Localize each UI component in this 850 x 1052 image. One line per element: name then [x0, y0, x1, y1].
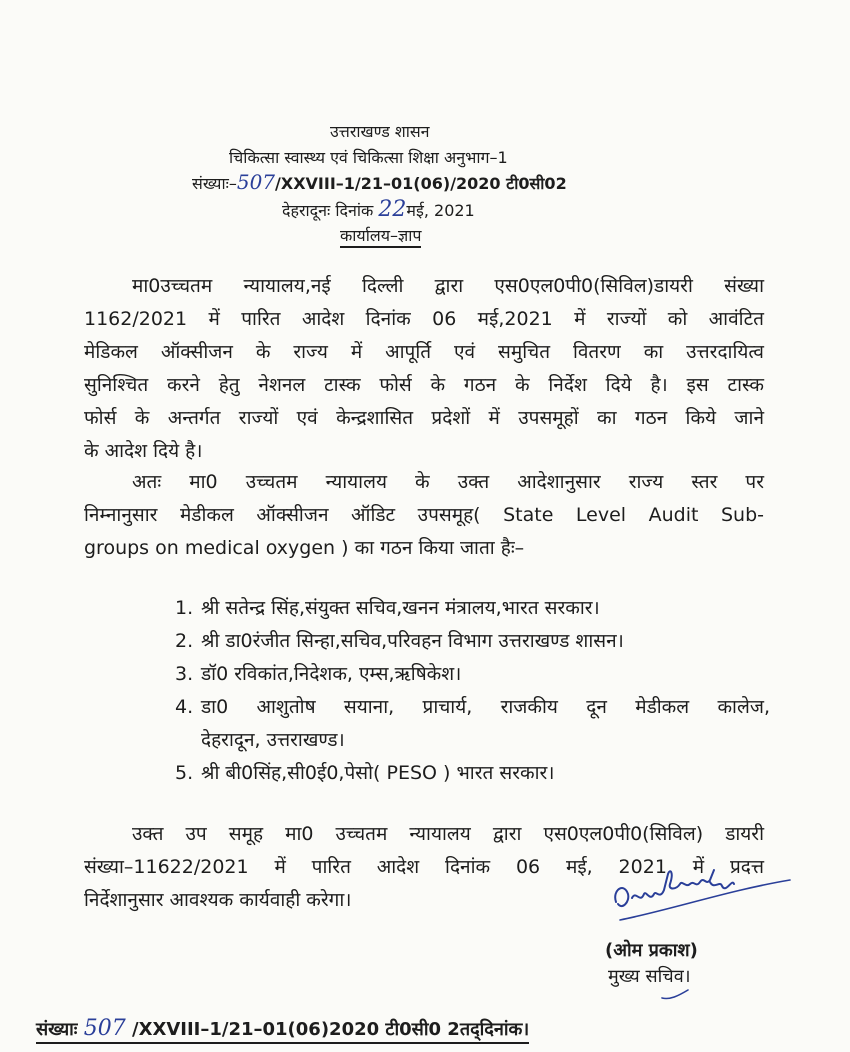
paragraph-line: संख्या–11622/2021 में पारित आदेश दिनांक 06 मई, 2021 में प्रदत्त: [84, 856, 764, 878]
footer-handwritten-number: 507: [83, 1016, 126, 1041]
paragraph-line: निर्देशानुसार आवश्यक कार्यवाही करेगा।: [84, 889, 352, 911]
paragraph-line: groups on medical oxygen ) का गठन किया जाता हैः–: [84, 537, 525, 559]
govt-heading: उत्तराखण्ड शासन: [330, 122, 430, 141]
list-number: 5.: [175, 762, 194, 784]
paragraph-line: के आदेश दिये है।: [84, 440, 203, 462]
footer-reference: [36, 1016, 529, 1044]
paragraph-line: निम्नानुसार मेडीकल ऑक्सीजन ऑडिट उपसमूह( State Level Audit Sub-: [84, 504, 764, 526]
paragraph-line: मा0उच्चतम न्यायालय,नई दिल्ली द्वारा एस0एल0पी0(सिविल)डायरी संख्या: [132, 275, 764, 297]
subgroup-member-list: [175, 592, 770, 790]
list-number: 2.: [175, 630, 194, 652]
list-item: [175, 658, 770, 691]
signatory-designation: मुख्य सचिव।: [608, 966, 691, 987]
list-text-continued: देहरादून, उत्तराखण्ड।: [201, 729, 345, 751]
list-item: [175, 592, 770, 625]
date-suffix: मई, 2021: [406, 201, 475, 220]
footer-reference-label: संख्याः: [36, 1019, 78, 1040]
list-item: [175, 691, 770, 757]
paragraph-line: सुनिश्चित करने हेतु नेशनल टास्क फोर्स के गठन के निर्देश दिये है। इस टास्क: [84, 374, 764, 396]
signatory-name: (ओम प्रकाश): [605, 940, 698, 961]
list-number: 1.: [175, 597, 194, 619]
tick-mark-icon: [660, 986, 690, 1002]
list-text: श्री बी0सिंह,सी0ई0,पेसो( PESO ) भारत सरकार।: [201, 762, 555, 784]
paragraph-1: [84, 270, 764, 468]
paragraph-line: 1162/2021 में पारित आदेश दिनांक 06 मई,2021 में राज्यों को आवंटित: [84, 308, 764, 330]
reference-number: [192, 170, 567, 194]
list-number: 4.: [175, 696, 194, 718]
list-item: [175, 625, 770, 658]
signature-scribble-icon: [610, 860, 800, 930]
reference-handwritten-number: 507: [236, 170, 276, 194]
date-prefix: देहरादूनः दिनांक: [282, 201, 374, 220]
paragraph-line: अतः मा0 उच्चतम न्यायालय के उक्त आदेशानुसार राज्य स्तर पर: [132, 471, 764, 493]
reference-code: /XXVIII–1/21–01(06)/2020 टी0सी02: [275, 174, 567, 193]
date-handwritten-day: 22: [378, 197, 407, 222]
paragraph-line: मेडिकल ऑक्सीजन के राज्य में आपूर्ति एवं समुचित वितरण का उत्तरदायित्व: [84, 341, 764, 363]
list-text: डॉ0 रविकांत,निदेशक, एम्स,ऋषिकेश।: [201, 663, 462, 685]
department-heading: चिकित्सा स्वास्थ्य एवं चिकित्सा शिक्षा अनुभाग–1: [229, 148, 508, 167]
list-number: 3.: [175, 663, 194, 685]
paragraph-line: उक्त उप समूह मा0 उच्चतम न्यायालय द्वारा एस0एल0पी0(सिविल) डायरी: [132, 823, 764, 845]
handwritten-signature: [610, 860, 800, 934]
list-text: श्री सतेन्द्र सिंह,संयुक्त सचिव,खनन मंत्रालय,भारत सरकार।: [201, 597, 600, 619]
list-text: श्री डा0रंजीत सिन्हा,सचिव,परिवहन विभाग उत्तराखण्ड शासन।: [201, 630, 624, 652]
list-item: [175, 757, 770, 790]
issue-date: [282, 197, 475, 222]
list-text: डा0 आशुतोष सयाना, प्राचार्य, राजकीय दून मेडीकल कालेज,: [201, 696, 770, 718]
paragraph-line: फोर्स के अन्तर्गत राज्यों एवं केन्द्रशासित प्रदेशों में उपसमूहों का गठन किये जाने: [84, 407, 764, 429]
paragraph-2: [84, 466, 764, 565]
reference-label: संख्याः–: [192, 174, 237, 193]
document-type-heading: कार्यालय–ज्ञाप: [340, 224, 421, 248]
footer-reference-code: /XXVIII–1/21–01(06)2020 टी0सी0 2तद्‌दिनांक।: [132, 1019, 530, 1040]
